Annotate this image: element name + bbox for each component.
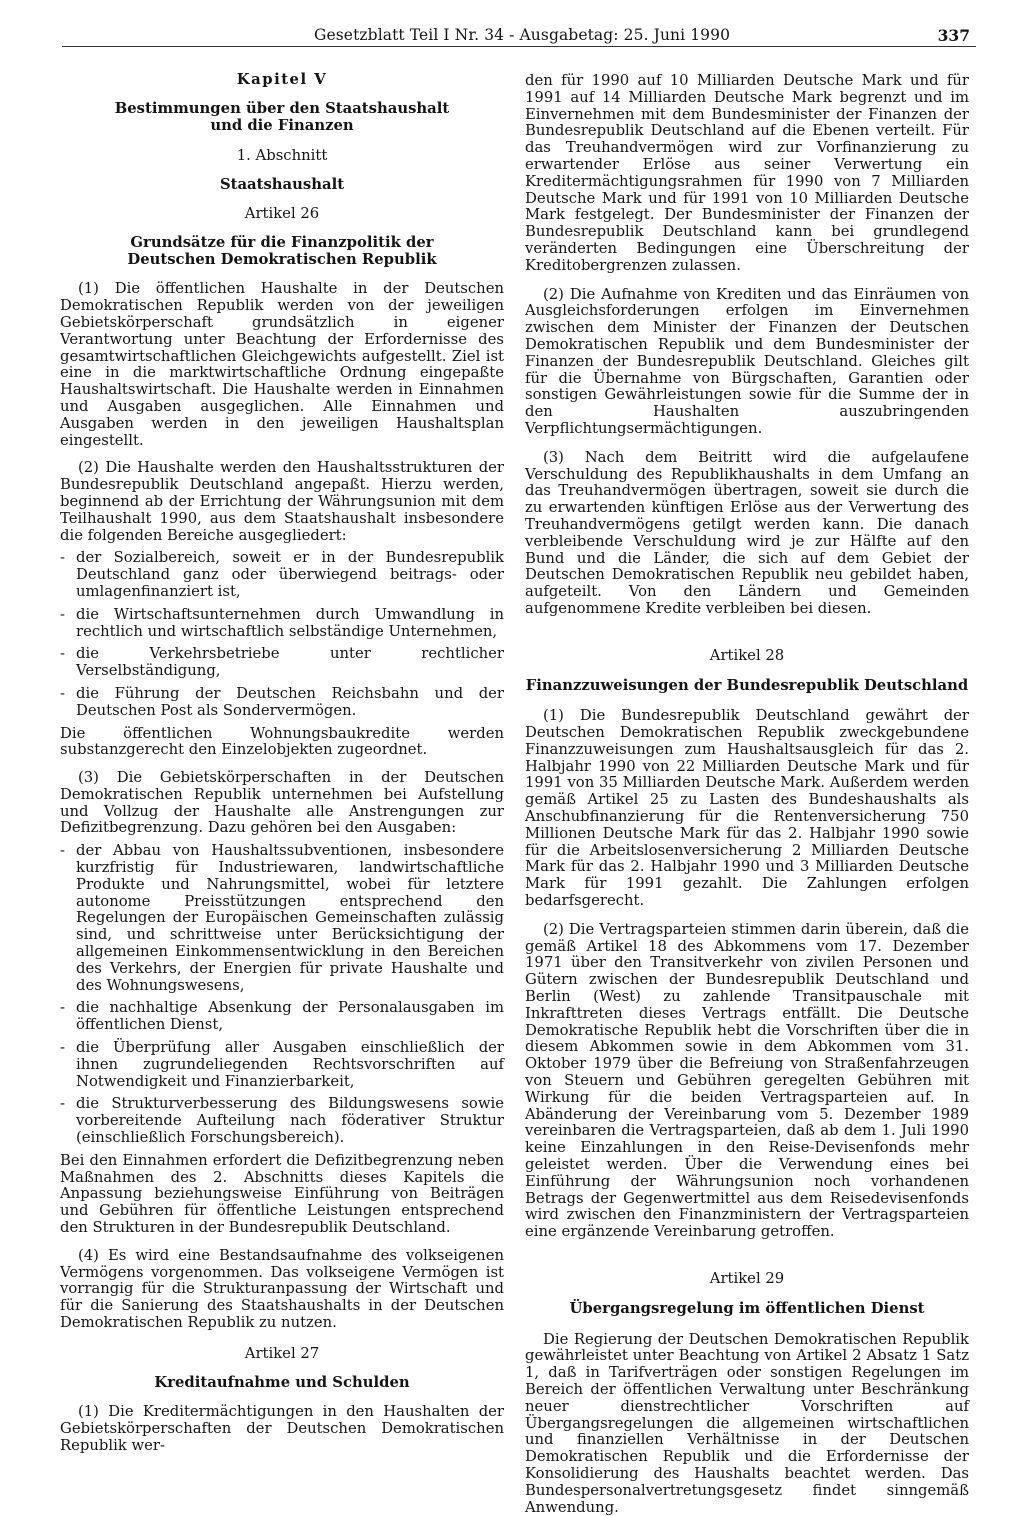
- article-26-title: Grundsätze für die Finanzpolitik der Deutschen Demokratischen Republik: [127, 233, 437, 268]
- art27-paragraph-1-start: (1) Die Kreditermächtigungen in den Haushalten der Gebietskörperschaften der Deutschen Demokratischen Republik wer-: [60, 1403, 504, 1454]
- list-item: - der Sozialbereich, soweit er in der Bundesrepublik Deutschland ganz oder überwiegend beitrags- oder umlagenfinanziert ist,: [60, 550, 504, 600]
- list-item: - die Führung der Deutschen Reichsbahn und der Deutschen Post als Sondervermögen.: [60, 686, 504, 720]
- chapter-heading: Kapitel V: [236, 71, 328, 88]
- art28-paragraph-2: (2) Die Vertragsparteien stimmen darin überein, daß die gemäß Artikel 18 des Abkommens vom 17. Dezember 1971 über den Transitverkehr von zivilen Personen und Gütern zwischen der Bundesrepublik Deutschland und Berlin (West) zu zahlende Transitpauschale mit Inkrafttreten dieses Vertrags entfällt. Die Deutsche Demokratische Republik hebt die Vorschriften über die in diesem Abkommen sowie in dem Abkommen vom 31. Oktober 1979 über die Befreiung von Straßenfahrzeugen von Steuern und Gebühren geregelten Gebühren mit Wirkung für die beiden Vertragsparteien auf. In Abänderung der Vereinbarung vom 5. Dezember 1989 vereinbaren die Vertragsparteien, daß ab dem 1. Juli 1990 keine Einzahlungen in den Reise-Devisenfonds mehr geleistet werden. Über die Verwendung eines bei Einführung der Währungsunion noch vorhandenen Betrags der Gegenwertmittel aus dem Reisedevisenfonds wird zwischen den Finanzministern der Vertragsparteien eine ergänzende Vereinbarung getroffen.: [525, 920, 969, 1241]
- list-item: - der Abbau von Haushaltssubventionen, insbesondere kurzfristig für Industriewaren, landwirtschaftliche Produkte und Nahrungsmittel, wobei für letztere autonome Preisstützungen entsprechend den Regelungen der Europäischen Gemeinschaften zulässig sind, und schrittweise unter Berücksichtigung der allgemeinen Einkommensentwicklung in den Bereichen des Verkehrs, der Energien für private Haushalte und des Wohnungswesens,: [60, 843, 504, 994]
- art26-list-1: [60, 550, 504, 719]
- gazette-title: Gesetzblatt Teil I Nr. 34 - Ausgabetag: 25. Juni 1990: [314, 26, 731, 44]
- art26-paragraph-3: (3) Die Gebietskörperschaften in der Deutschen Demokratischen Republik unternehmen bei Aufstellung und Vollzug der Haushalte alle Anstrengungen zur Defizitbegrenzung. Dazu gehören bei den Ausgaben:: [60, 769, 504, 837]
- art27-paragraph-3: (3) Nach dem Beitritt wird die aufgelaufene Verschuldung des Republikhaushalts in dem Umfang an das Treuhandvermögen übertragen, soweit sie durch die zu erwartenden künftigen Erlöse aus der Verwertung des Treuhandvermögens getilgt werden kann. Die danach verbleibende Verschuldung wird je zur Hälfte auf den Bund und die Länder, die sich auf dem Gebiet der Deutschen Demokratischen Republik neu gebildet haben, aufgeteilt. Von den Ländern und Gemeinden aufgenommene Kredite verbleiben bei diesen.: [525, 448, 969, 617]
- section-title: Staatshaushalt: [219, 176, 345, 194]
- article-29-title: Übergangsregelung im öffentlichen Dienst: [569, 1299, 925, 1317]
- left-column: [60, 70, 504, 1455]
- art28-paragraph-1: (1) Die Bundesrepublik Deutschland gewährt der Deutschen Demokratischen Republik zweckgebundene Finanzzuweisungen zum Haushaltsausgleich für das 2. Halbjahr 1990 von 22 Milliarden Deutsche Mark und für 1991 von 35 Milliarden Deutsche Mark. Außerdem werden gemäß Artikel 25 zu Lasten des Bundeshaushalts als Anschubfinanzierung für die Rentenversicherung 750 Millionen Deutsche Mark für das 2. Halbjahr 1990 sowie für die Arbeitslosenversicherung 2 Milliarden Deutsche Mark für das 2. Halbjahr 1990 und 3 Milliarden Deutsche Mark für 1991 gezahlt. Die Zahlungen erfolgen bedarfsgerecht.: [525, 707, 969, 910]
- section-heading: 1. Abschnitt: [236, 147, 328, 165]
- art26-paragraph-3b: Bei den Einnahmen erfordert die Defizitbegrenzung neben Maßnahmen des 2. Abschnitts dieses Kapitels die Anpassung beziehungsweise Einführung von Beiträgen und Gebühren für öffentliche Leistungen entsprechend den Strukturen in der Bundesrepublik Deutschland.: [60, 1151, 504, 1237]
- article-27-heading: Artikel 27: [244, 1344, 320, 1362]
- list-item: - die Wirtschaftsunternehmen durch Umwandlung in rechtlich und wirtschaftlich selbständige Unternehmen,: [60, 607, 504, 641]
- header-rule: [62, 46, 976, 47]
- article-29-heading: Artikel 29: [709, 1270, 785, 1287]
- article-26-heading: Artikel 26: [244, 204, 320, 222]
- list-item: - die Überprüfung aller Ausgaben einschließlich der ihnen zugrundeliegenden Rechtsvorschriften auf Notwendigkeit und Finanzierbarkeit,: [60, 1040, 504, 1090]
- right-column: [525, 73, 969, 1516]
- page-number: 337: [937, 26, 970, 45]
- article-28-heading: Artikel 28: [709, 646, 785, 664]
- list-item: - die Strukturverbesserung des Bildungswesens sowie vorbereitende Aufteilung nach föderativer Struktur (einschließlich Forschungsbereich).: [60, 1096, 504, 1146]
- list-item: - die Verkehrsbetriebe unter rechtlicher Verselbständigung,: [60, 646, 504, 680]
- art26-list-2: [60, 843, 504, 1147]
- art27-paragraph-2: (2) Die Aufnahme von Krediten und das Einräumen von Ausgleichsforderungen erfolgen im Einvernehmen zwischen dem Minister der Finanzen der Deutschen Demokratischen Republik und dem Bundesminister der Finanzen der Bundesrepublik Deutschland. Gleiches gilt für die Übernahme von Bürgschaften, Garantien oder sonstigen Gewährleistungen sowie für die Summe der in den Haushalten auszubringenden Verpflichtungsermächtigungen.: [525, 285, 969, 437]
- art27-paragraph-1-end: den für 1990 auf 10 Milliarden Deutsche Mark und für 1991 auf 14 Milliarden Deutsche Mark begrenzt und im Einvernehmen mit dem Bundesminister der Finanzen der Bundesrepublik Deutschland auf die Ebenen verteilt. Für das Treuhandvermögen wird zur Vorfinanzierung zu erwartender Erlöse aus seiner Verwertung ein Kreditermächtigungsrahmen für 1990 von 7 Milliarden Deutsche Mark und für 1991 von 10 Milliarden Deutsche Mark festgelegt. Der Bundesminister der Finanzen der Bundesrepublik Deutschland kann bei grundlegend veränderten Bedingungen eine Überschreitung der Kreditobergrenzen zulassen.: [525, 72, 969, 274]
- article-27-title: Kreditaufnahme und Schulden: [154, 1373, 410, 1391]
- art29-paragraph-1: Die Regierung der Deutschen Demokratischen Republik gewährleistet unter Beachtung von Artikel 2 Absatz 1 Satz 1, daß in Tarifverträgen oder sonstigen Regelungen im Bereich der öffentlichen Verwaltung unter Beschränkung neuer dienstrechtlicher Vorschriften auf Übergangsregelungen die allgemeinen wirtschaftlichen und finanziellen Verhältnisse in der Deutschen Demokratischen Republik und die Erfordernisse der Konsolidierung des Haushalts beachtet werden. Das Bundespersonalvertretungsgesetz findet sinngemäß Anwendung.: [525, 1330, 969, 1516]
- art26-paragraph-2b: Die öffentlichen Wohnungsbaukredite werden substanzgerecht den Einzelobjekten zugeordnet.: [60, 724, 504, 759]
- article-28-title: Finanzzuweisungen der Bundesrepublik Deutschland: [525, 676, 969, 694]
- list-item: - die nachhaltige Absenkung der Personalausgaben im öffentlichen Dienst,: [60, 1000, 504, 1034]
- art26-paragraph-1: (1) Die öffentlichen Haushalte in der Deutschen Demokratischen Republik werden von der jeweiligen Gebietskörperschaft grundsätzlich in eigener Verantwortung unter Beachtung der Erfordernisse des gesamtwirtschaftlichen Gleichgewichts aufgestellt. Ziel ist eine in die marktwirtschaftliche Ordnung eingepaßte Haushaltswirtschaft. Die Haushalte werden in Einnahmen und Ausgaben ausgeglichen. Alle Einnahmen und Ausgaben werden in den jeweiligen Haushaltsplan eingestellt.: [60, 280, 504, 449]
- chapter-title: Bestimmungen über den Staatshaushalt und die Finanzen: [114, 99, 450, 134]
- art26-paragraph-2: (2) Die Haushalte werden den Haushaltsstrukturen der Bundesrepublik Deutschland angepaßt. Hierzu werden, beginnend ab der Errichtung der Währungsunion mit dem Teilhaushalt 1990, aus dem Staatshaushalt insbesondere die folgenden Bereiche ausgegliedert:: [60, 459, 504, 544]
- art26-paragraph-4: (4) Es wird eine Bestandsaufnahme des volkseigenen Vermögens vorgenommen. Das volkseigene Vermögen ist vorrangig für die Strukturanpassung der Wirtschaft und für die Sanierung des Staatshaushalts in der Deutschen Demokratischen Republik zu nutzen.: [60, 1246, 504, 1331]
